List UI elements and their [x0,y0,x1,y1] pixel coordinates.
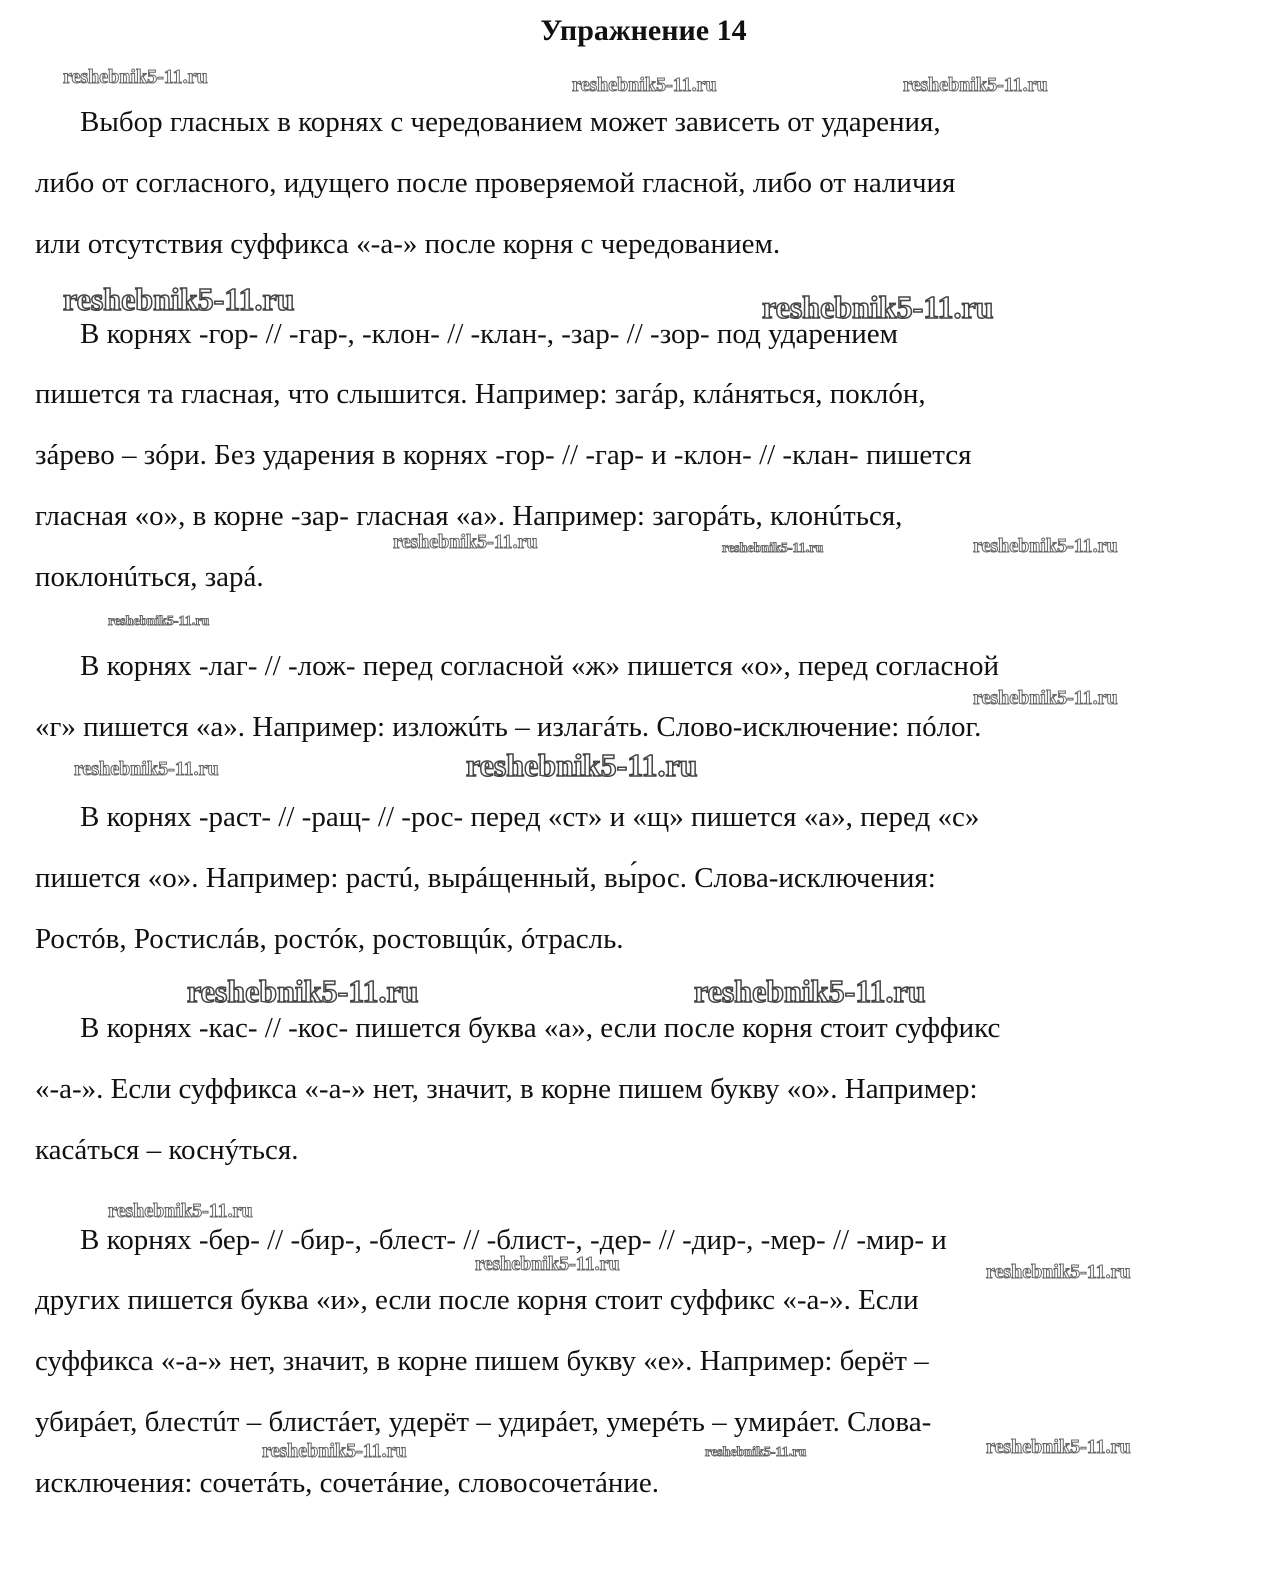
text-line: суффикса «-а-» нет, значит, в корне пишем букву «е». Например: берёт – [35,1345,929,1377]
text-line: касáться – коснýться. [35,1134,299,1166]
watermark: reshebnik5-11.ru [393,531,538,553]
watermark: reshebnik5-11.ru [74,758,219,780]
watermark: reshebnik5-11.ru [475,1253,620,1275]
text-line: В корнях -кас- // -кос- пишется буква «а», если после корня стоит суффикс [80,1012,1001,1044]
watermark: reshebnik5-11.ru [63,281,295,317]
text-line: Выбор гласных в корнях с чередованием может зависеть от ударения, [80,106,941,138]
text-line: зáрево – зóри. Без ударения в корнях -гор- // -гар- и -клон- // -клан- пишется [35,439,972,471]
text-line: поклонúться, зарá. [35,561,264,593]
watermark: reshebnik5-11.ru [973,687,1118,709]
text-line: исключения: сочетáть, сочетáние, словосочетáние. [35,1467,660,1499]
watermark: reshebnik5-11.ru [466,747,698,783]
watermark: reshebnik5-11.ru [108,1200,253,1222]
text-line: В корнях -гор- // -гар-, -клон- // -клан-, -зар- // -зор- под ударением [80,318,899,350]
text-line: Ростóв, Ростислáв, ростóк, ростовщúк, óтрасль. [35,923,624,955]
watermark: reshebnik5-11.ru [986,1436,1131,1458]
text-line: В корнях -лаг- // -лож- перед согласной «ж» пишется «о», перед согласной [80,650,999,682]
watermark: reshebnik5-11.ru [973,535,1118,557]
text-line: В корнях -бер- // -бир-, -блест- // -блист-, -дер- // -дир-, -мер- // -мир- и [80,1224,947,1256]
watermark: reshebnik5-11.ru [903,74,1048,96]
exercise-title: Упражнение 14 [540,14,747,47]
text-line: либо от согласного, идущего после проверяемой гласной, либо от наличия [35,167,956,199]
watermark: reshebnik5-11.ru [986,1261,1131,1283]
watermark: reshebnik5-11.ru [262,1440,407,1462]
watermark: reshebnik5-11.ru [694,973,926,1009]
watermark: reshebnik5-11.ru [705,1445,807,1460]
text-line: гласная «о», в корне -зар- гласная «а». Например: загорáть, клонúться, [35,500,903,532]
watermark: reshebnik5-11.ru [63,66,208,88]
text-line: пишется «о». Например: растú, вырáщенный, вы́рос. Слова-исключения: [35,862,936,894]
text-line: убирáет, блестúт – блистáет, удерёт – удирáет, умерéть – умирáет. Слова- [35,1406,932,1438]
watermark: reshebnik5-11.ru [572,74,717,96]
text-line: В корнях -раст- // -ращ- // -рос- перед «ст» и «щ» пишется «а», перед «с» [80,801,980,833]
watermark: reshebnik5-11.ru [108,614,210,629]
watermark: reshebnik5-11.ru [722,541,824,556]
text-line: «-а-». Если суффикса «-а-» нет, значит, в корне пишем букву «о». Например: [35,1073,978,1105]
watermark: reshebnik5-11.ru [187,973,419,1009]
text-line: пишется та гласная, что слышится. Например: загáр, клáняться, поклóн, [35,378,926,410]
text-line: других пишется буква «и», если после корня стоит суффикс «-а-». Если [35,1284,919,1316]
text-line: «г» пишется «а». Например: изложúть – излагáть. Слово-исключение: пóлог. [35,711,982,743]
text-line: или отсутствия суффикса «-а-» после корня с чередованием. [35,228,781,260]
watermark: reshebnik5-11.ru [762,289,994,325]
